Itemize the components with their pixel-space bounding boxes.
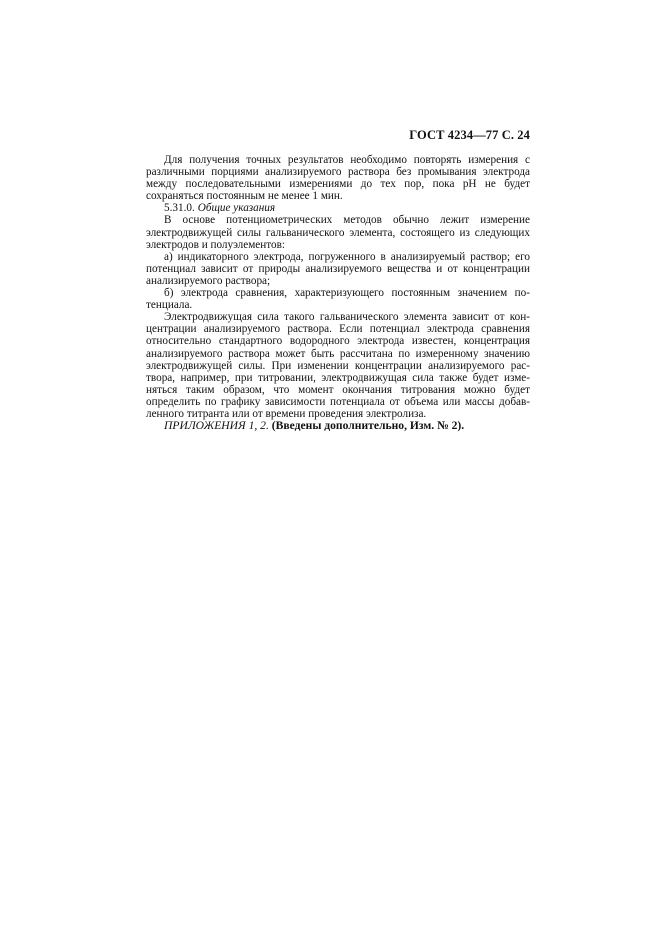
section-title: Общие указания — [197, 202, 276, 215]
appendix-note — [146, 420, 530, 432]
list-item-indicator-electrode: а) индикаторного электрода, погруженного в анализируемый раствор; его потенциал зависит от природы анализируемого вещества и от концентрации анализируемого раствора; — [146, 250, 530, 287]
document-body — [146, 154, 530, 432]
section-number: 5.31.0. — [164, 202, 195, 215]
standard-page-number: ГОСТ 4234—77 С. 24 — [409, 128, 530, 142]
paragraph-emf-dependence: Электродвижущая сила такого гальванического элемента зависит от концентрации анализируемого раствора. Если потенциал электрода сравнения относительно стандартного водородного электрода известен, концентрация анализируемого раствора может быть рассчитана по измеренному значению электродвижущей силы. При изменении концентрации анализируемого раствора, например, при титровании, электродвижущая сила также будет изменяться таким образом, что момент окончания титрования можно будет определить по графику зависимости потенциала от объема или массы добавленного титранта или от времени проведения электролиза. — [146, 311, 530, 420]
appendix-label: ПРИЛОЖЕНИЯ 1, 2. — [164, 419, 269, 433]
page-header — [409, 128, 530, 143]
section-heading — [146, 202, 530, 214]
list-item-reference-electrode: б) электрода сравнения, характеризующего постоянным значением потенциала. — [146, 287, 530, 312]
paragraph-potentiometric-basis: В основе потенциометрических методов обычно лежит измерение электродвижущей силы гальванического элемента, состоящего из следующих электродов и полуэлементов: — [146, 214, 530, 251]
amendment-note: (Введены дополнительно, Изм. № 2). — [271, 419, 465, 433]
intro-paragraph: Для получения точных результатов необходимо повторять измерения с различными порциями анализируемого раствора без промывания электрода между последовательными измерениями до тех пор, пока pH не будет сохраняться постоянным не менее 1 мин. — [146, 154, 530, 203]
